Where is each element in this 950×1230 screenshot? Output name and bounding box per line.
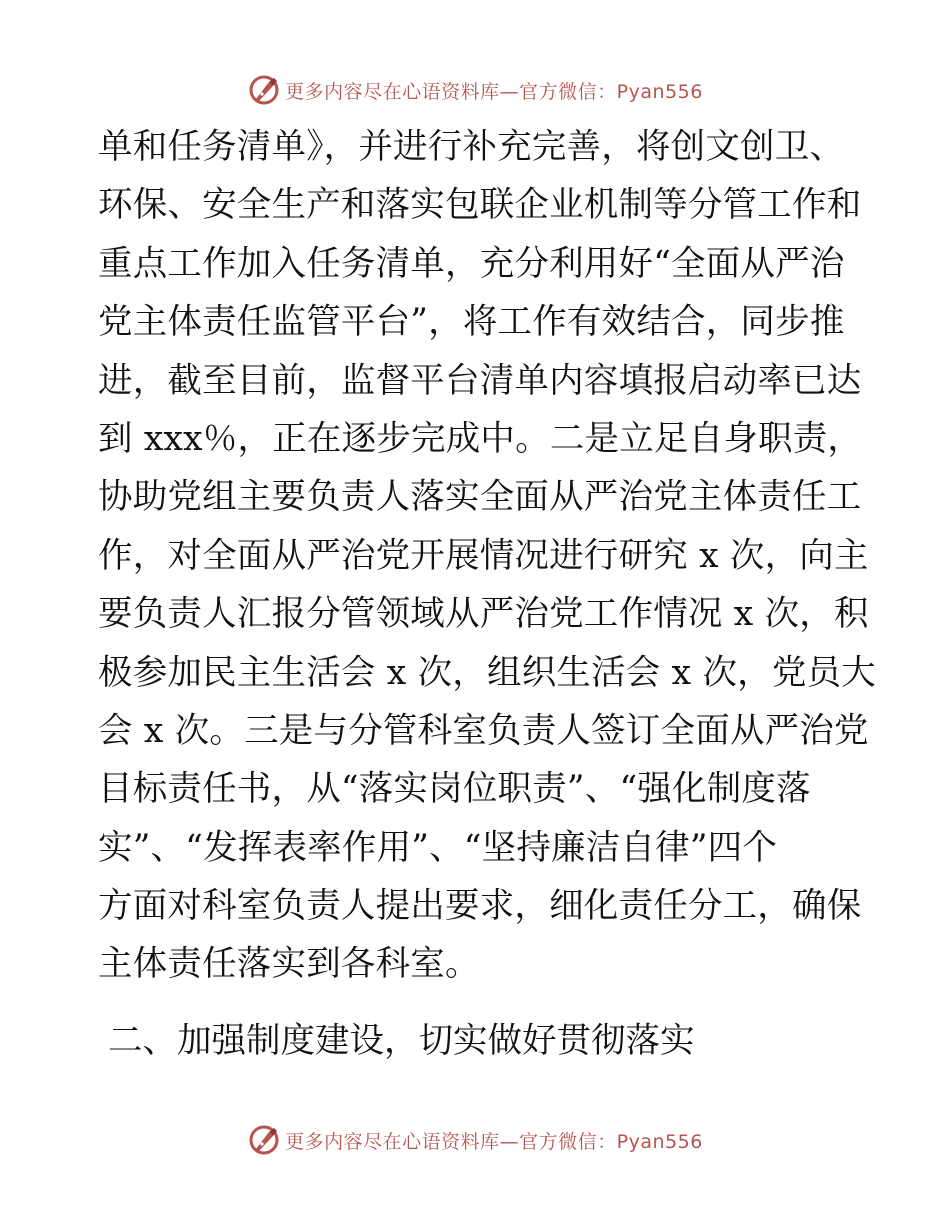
section-heading: 二、加强制度建设，切实做好贯彻落实: [108, 1021, 695, 1061]
body-line: 协助党组主要负责人落实全面从严治党主体责任工: [98, 477, 862, 518]
body-line: 作，对全面从严治党开展情况进行研究 x 次，向主: [98, 535, 869, 576]
body-line: 党主体责任监管平台”，将工作有效结合，同步推: [98, 302, 845, 343]
body-line: 实”、“发挥表率作用”、“坚持廉洁自律”四个: [98, 827, 778, 868]
body-line: 极参加民主生活会 x 次，组织生活会 x 次，党员大: [98, 652, 876, 693]
body-line: 单和任务清单》，并进行补充完善，将创文创卫、: [98, 127, 845, 167]
body-line: 重点工作加入任务清单，充分利用好“全面从严治: [98, 243, 845, 284]
body-line: 要负责人汇报分管领域从严治党工作情况 x 次，积: [98, 594, 869, 635]
pen-nib-logo-icon: [247, 73, 281, 107]
body-line: 主体责任落实到各科室。: [98, 944, 480, 985]
body-line: 进，截至目前，监督平台清单内容填报启动率已达: [98, 360, 862, 401]
body-line: 到 xxx％，正在逐步完成中。二是立足自身职责，: [98, 418, 863, 459]
watermark-text: 更多内容尽在心语资料库—官方微信：Pyan556: [285, 1130, 703, 1153]
document-body: [98, 118, 876, 994]
body-line: 环保、安全生产和落实包联企业机制等分管工作和: [98, 185, 862, 226]
body-line: 目标责任书，从“落实岗位职责”、“强化制度落: [98, 769, 811, 810]
footer-watermark: [0, 1120, 950, 1160]
body-line: 方面对科室负责人提出要求，细化责任分工，确保: [98, 886, 862, 927]
header-watermark: [0, 70, 950, 110]
pen-nib-logo-icon: [247, 1123, 281, 1157]
watermark-text: 更多内容尽在心语资料库—官方微信：Pyan556: [285, 80, 703, 103]
body-line: 会 x 次。三是与分管科室负责人签订全面从严治党: [98, 710, 869, 751]
